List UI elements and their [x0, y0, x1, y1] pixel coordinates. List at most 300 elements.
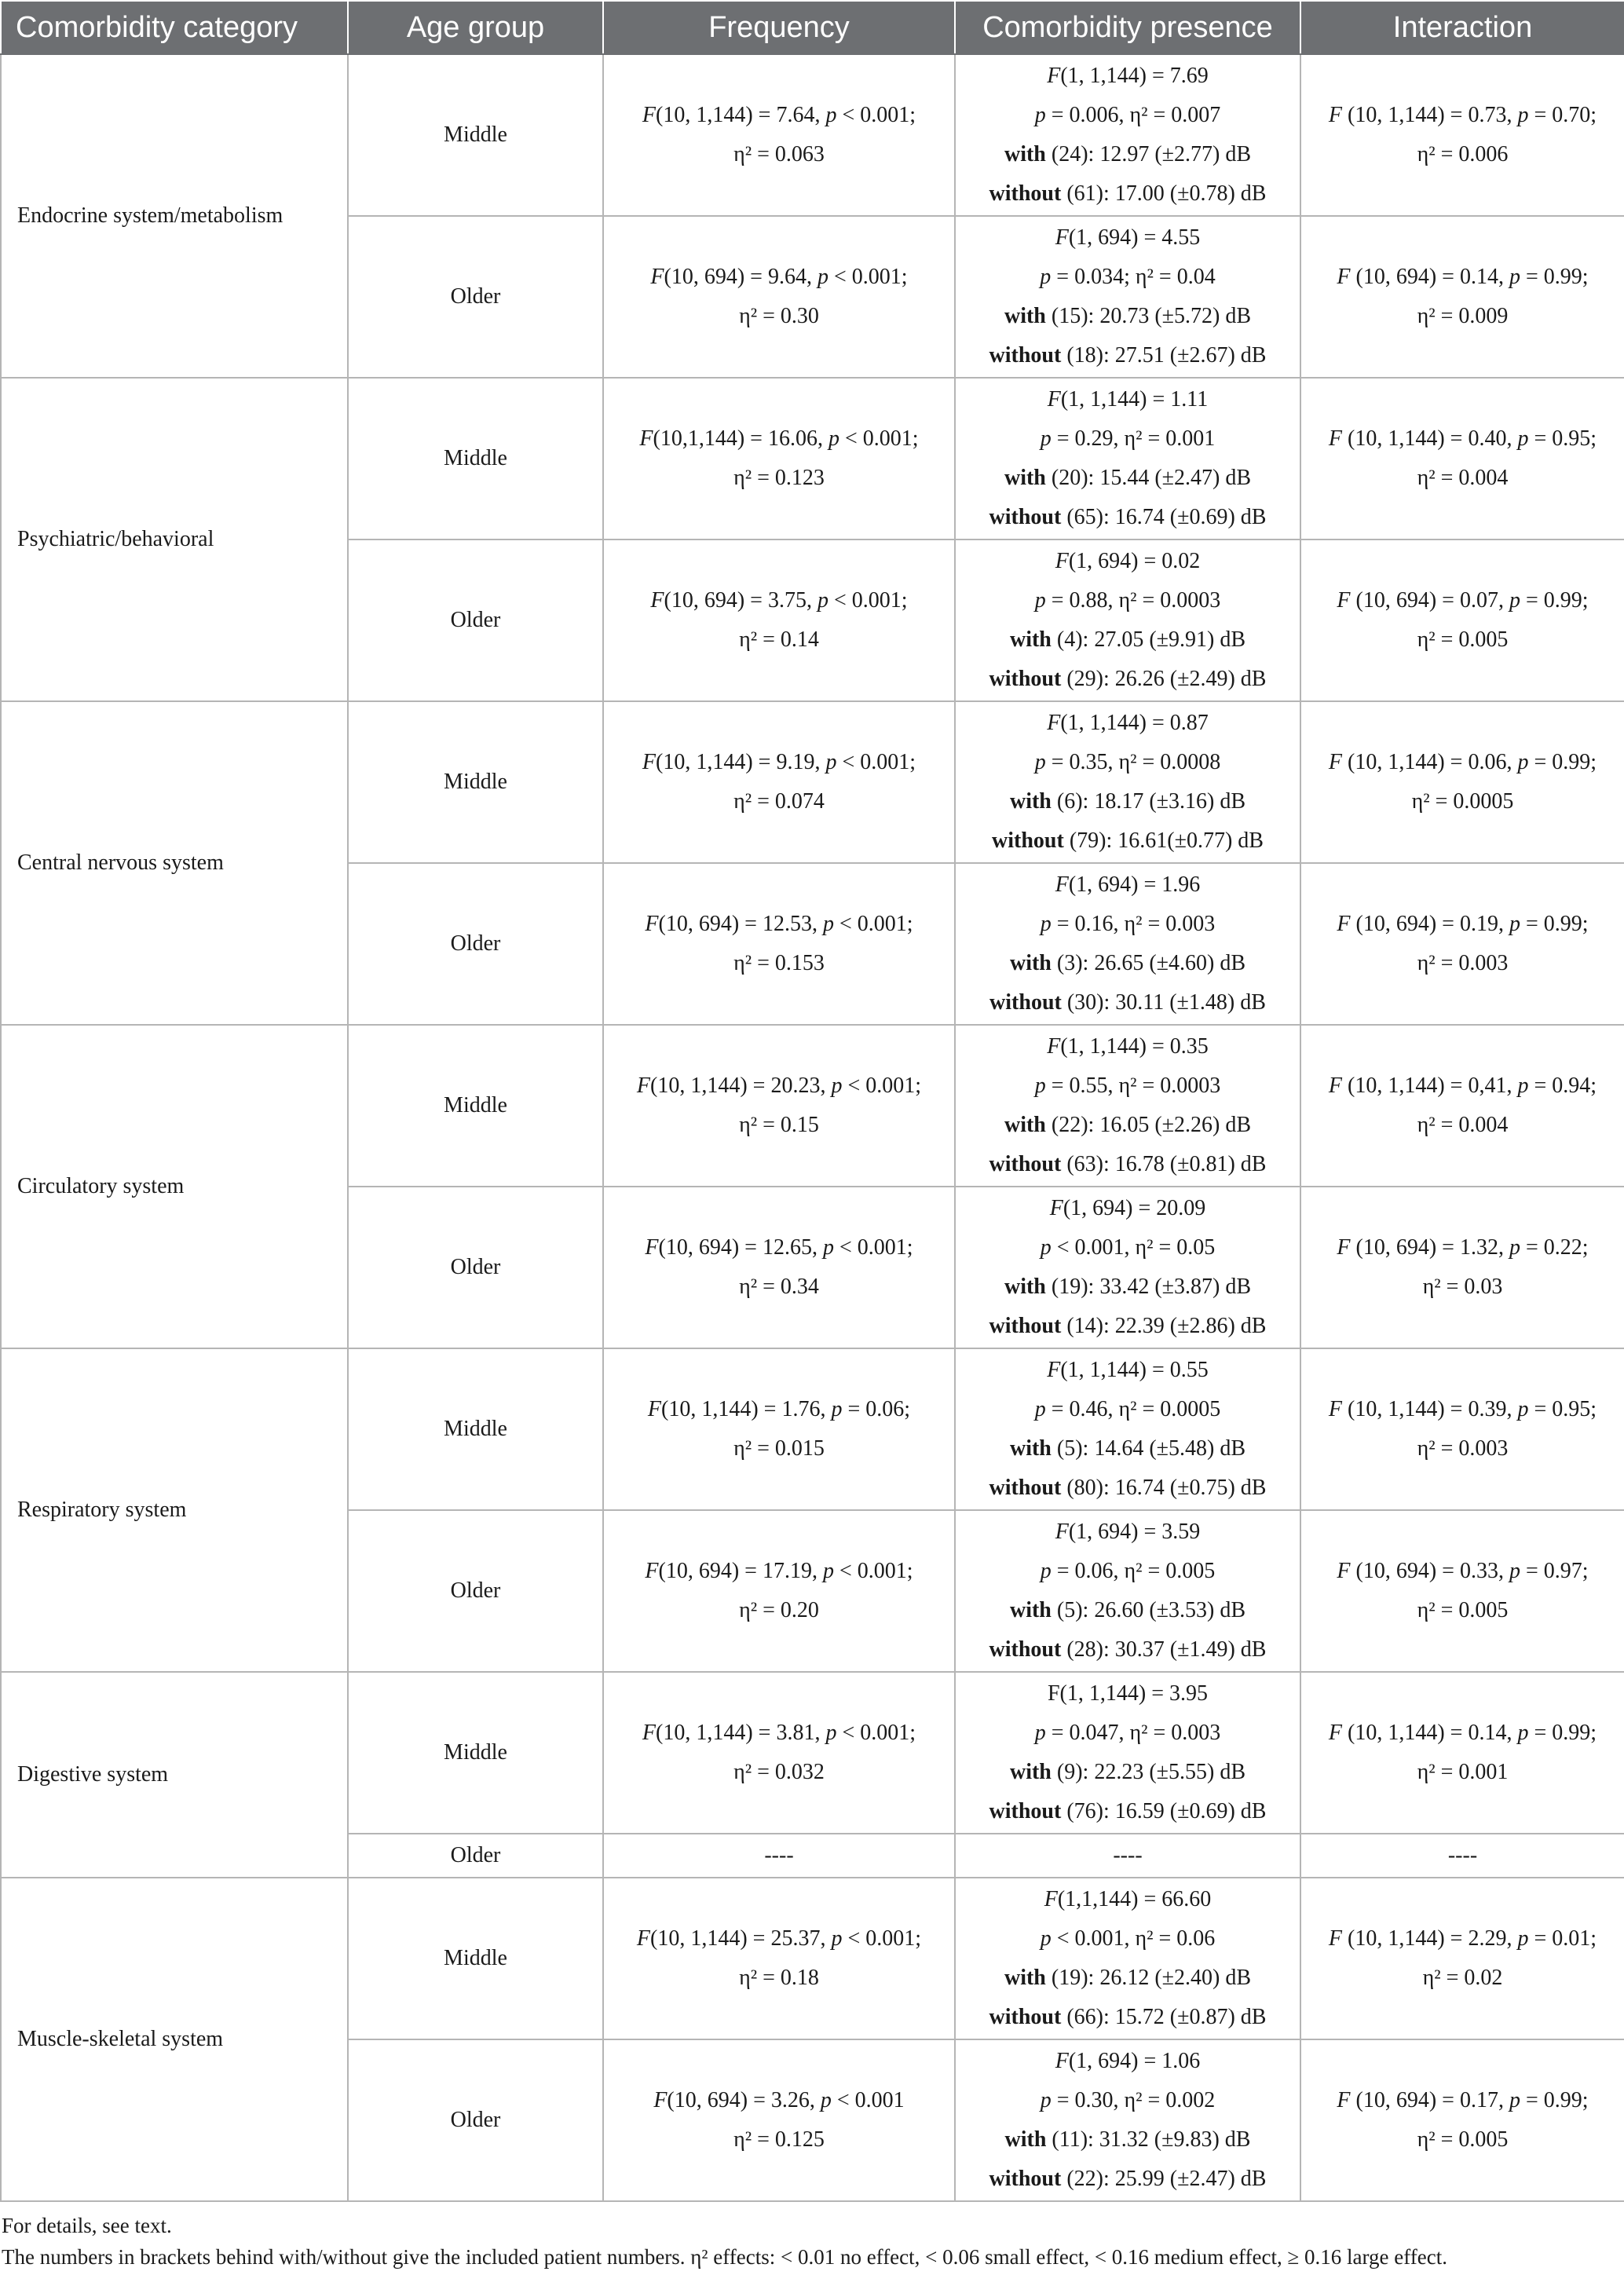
- freq-text: F: [642, 103, 657, 127]
- table-row: [1, 1878, 1624, 2039]
- inter-text: η² = 0.009: [1417, 304, 1509, 328]
- pres-cell: [955, 216, 1300, 378]
- pres-text: without: [989, 990, 1062, 1015]
- freq-text: F: [647, 1397, 662, 1421]
- freq-text: η² = 0.125: [733, 2127, 825, 2152]
- inter-line: [1306, 1106, 1619, 1145]
- inter-cell: [1300, 1025, 1624, 1187]
- pres-text: (61): 17.00 (±0.78) dB: [1061, 181, 1267, 206]
- freq-line: [609, 1753, 949, 1792]
- header-comorbidity-category: Comorbidity category: [1, 1, 348, 54]
- pres-text: F: [1055, 1520, 1069, 1544]
- inter-text: (10, 1,144) = 2.29,: [1342, 1926, 1518, 1951]
- pres-text: p: [1040, 912, 1052, 936]
- inter-text: η² = 0.0005: [1411, 789, 1514, 814]
- pres-line: [960, 258, 1295, 297]
- freq-text: p: [822, 912, 834, 936]
- pres-text: < 0.001, η² = 0.05: [1051, 1235, 1216, 1260]
- pres-text: with: [1004, 1113, 1046, 1137]
- pres-line: [960, 1027, 1295, 1066]
- freq-line: [609, 620, 949, 660]
- inter-text: η² = 0.004: [1417, 1113, 1509, 1137]
- freq-text: (10, 694) = 17.19,: [658, 1559, 823, 1583]
- freq-line: [609, 1959, 949, 1998]
- freq-text: η² = 0.14: [739, 627, 819, 652]
- age-group-cell: Older: [348, 1834, 603, 1878]
- freq-line: [609, 1267, 949, 1307]
- inter-line: [1306, 1552, 1619, 1591]
- inter-text: F: [1337, 912, 1351, 936]
- pres-text: F: [1047, 387, 1061, 411]
- pres-text: F: [1055, 549, 1069, 573]
- freq-text: p: [831, 1397, 843, 1421]
- inter-line: [1306, 1591, 1619, 1630]
- freq-line: [609, 1591, 949, 1630]
- inter-text: = 0.22;: [1520, 1235, 1589, 1260]
- pres-text: (22): 16.05 (±2.26) dB: [1045, 1113, 1252, 1137]
- inter-line: [1306, 419, 1619, 459]
- pres-text: with: [1009, 1760, 1052, 1784]
- inter-text: (10, 694) = 1.32,: [1350, 1235, 1509, 1260]
- freq-text: p: [817, 265, 828, 289]
- inter-line: [1306, 905, 1619, 944]
- freq-line: [609, 944, 949, 983]
- freq-text: < 0.001;: [836, 1721, 916, 1745]
- pres-text: = 0.88, η² = 0.0003: [1045, 588, 1221, 613]
- inter-cell: [1300, 1878, 1624, 2039]
- freq-line: [609, 96, 949, 135]
- pres-text: with: [1004, 304, 1046, 328]
- inter-text: (10, 694) = 0.14,: [1350, 265, 1509, 289]
- table-row: [1, 1348, 1624, 1510]
- freq-line: [609, 135, 949, 174]
- freq-cell: [603, 863, 955, 1025]
- inter-cell: [1300, 1187, 1624, 1348]
- pres-line: [960, 865, 1295, 905]
- header-age-group: Age group: [348, 1, 603, 54]
- pres-line: [960, 1998, 1295, 2037]
- freq-text: (10, 694) = 12.53,: [658, 912, 823, 936]
- pres-line: [960, 1630, 1295, 1670]
- pres-text: (5): 26.60 (±3.53) dB: [1051, 1598, 1246, 1622]
- pres-text: (1, 1,144) = 7.69: [1060, 64, 1209, 88]
- inter-text: p: [1509, 912, 1520, 936]
- pres-text: p: [1040, 2088, 1052, 2112]
- pres-text: F(1, 1,144) = 3.95: [1047, 1681, 1208, 1706]
- pres-line: [960, 2120, 1295, 2160]
- freq-text: (10, 1,144) = 7.64,: [656, 103, 826, 127]
- pres-line: [960, 1189, 1295, 1228]
- inter-line: [1306, 1228, 1619, 1267]
- age-group-cell: Middle: [348, 1025, 603, 1187]
- pres-text: (28): 30.37 (±1.49) dB: [1061, 1637, 1267, 1662]
- pres-text: F: [1055, 2049, 1069, 2073]
- header-comorbidity-presence: Comorbidity presence: [955, 1, 1300, 54]
- inter-text: = 0.99;: [1520, 2088, 1589, 2112]
- freq-cell: [603, 1510, 955, 1672]
- pres-line: [960, 1469, 1295, 1508]
- pres-text: (79): 16.61(±0.77) dB: [1063, 828, 1264, 853]
- freq-text: (10, 694) = 3.75,: [664, 588, 817, 613]
- pres-text: (1, 1,144) = 0.35: [1060, 1034, 1209, 1059]
- freq-text: (10,1,144) = 16.06,: [653, 426, 828, 451]
- inter-text: p: [1509, 1559, 1520, 1583]
- inter-text: = 0.99;: [1520, 265, 1589, 289]
- inter-text: F: [1337, 265, 1351, 289]
- inter-cell: [1300, 1834, 1624, 1878]
- freq-text: (10, 1,144) = 1.76,: [661, 1397, 832, 1421]
- inter-cell: [1300, 1672, 1624, 1834]
- pres-text: F: [1047, 64, 1061, 88]
- pres-line: [960, 1351, 1295, 1390]
- inter-text: η² = 0.03: [1422, 1275, 1503, 1299]
- age-group-cell: Middle: [348, 1672, 603, 1834]
- freq-text: < 0.001;: [828, 588, 908, 613]
- pres-text: without: [989, 1152, 1062, 1176]
- pres-text: with: [1009, 627, 1052, 652]
- pres-text: = 0.06, η² = 0.005: [1051, 1559, 1216, 1583]
- pres-text: p: [1040, 1235, 1052, 1260]
- pres-text: < 0.001, η² = 0.06: [1051, 1926, 1216, 1951]
- age-group-cell: Middle: [348, 1348, 603, 1510]
- inter-cell: [1300, 1348, 1624, 1510]
- pres-text: (5): 14.64 (±5.48) dB: [1051, 1436, 1246, 1461]
- age-group-cell: Older: [348, 539, 603, 701]
- freq-line: [609, 258, 949, 297]
- inter-text: (10, 1,144) = 0.06,: [1342, 750, 1518, 774]
- pres-cell: [955, 1878, 1300, 2039]
- pres-text: = 0.29, η² = 0.001: [1051, 426, 1216, 451]
- pres-text: p: [1034, 588, 1046, 613]
- pres-text: (24): 12.97 (±2.77) dB: [1045, 142, 1252, 166]
- age-group-cell: Middle: [348, 1878, 603, 2039]
- freq-text: η² = 0.15: [739, 1113, 819, 1137]
- header-interaction: Interaction: [1300, 1, 1624, 54]
- pres-line: [960, 1390, 1295, 1429]
- pres-cell: [955, 378, 1300, 539]
- freq-line: [609, 1919, 949, 1959]
- inter-line: [1306, 2081, 1619, 2120]
- pres-text: with: [1009, 1598, 1052, 1622]
- pres-text: without: [989, 2167, 1062, 2191]
- inter-text: η² = 0.003: [1417, 951, 1509, 975]
- pres-text: (19): 33.42 (±3.87) dB: [1045, 1275, 1252, 1299]
- pres-line: [960, 660, 1295, 699]
- table-body: [1, 54, 1624, 2201]
- age-group-cell: Middle: [348, 54, 603, 216]
- inter-text: = 0.99;: [1528, 750, 1597, 774]
- pres-text: (20): 15.44 (±2.47) dB: [1045, 466, 1252, 490]
- freq-line: [609, 1228, 949, 1267]
- pres-text: = 0.35, η² = 0.0008: [1045, 750, 1221, 774]
- pres-line: [960, 1307, 1295, 1346]
- inter-line: [1306, 782, 1619, 821]
- freq-text: F: [639, 426, 653, 451]
- freq-text: η² = 0.153: [733, 951, 825, 975]
- freq-text: < 0.001;: [828, 265, 908, 289]
- freq-text: F: [636, 1926, 651, 1951]
- inter-line: [1306, 2120, 1619, 2160]
- inter-line: [1306, 1836, 1619, 1875]
- freq-text: (10, 694) = 3.26,: [667, 2088, 821, 2112]
- pres-text: = 0.16, η² = 0.003: [1051, 912, 1216, 936]
- inter-line: [1306, 459, 1619, 498]
- inter-text: p: [1517, 1926, 1529, 1951]
- pres-line: [960, 782, 1295, 821]
- age-group-cell: Middle: [348, 378, 603, 539]
- pres-text: with: [1004, 1275, 1046, 1299]
- pres-text: (66): 15.72 (±0.87) dB: [1061, 2005, 1267, 2029]
- freq-text: F: [642, 750, 657, 774]
- comorbidity-category-cell: Circulatory system: [1, 1025, 348, 1348]
- inter-cell: [1300, 701, 1624, 863]
- freq-cell: [603, 216, 955, 378]
- inter-text: ----: [1447, 1843, 1478, 1867]
- freq-cell: [603, 1878, 955, 2039]
- freq-line: [609, 581, 949, 620]
- pres-text: (19): 26.12 (±2.40) dB: [1045, 1966, 1252, 1990]
- age-group-cell: Older: [348, 2039, 603, 2201]
- pres-text: (1, 694) = 0.02: [1068, 549, 1201, 573]
- freq-text: p: [817, 588, 828, 613]
- pres-text: without: [989, 2005, 1062, 2029]
- inter-line: [1306, 1066, 1619, 1106]
- pres-line: [960, 57, 1295, 96]
- freq-text: F: [636, 1073, 651, 1098]
- freq-line: [609, 1714, 949, 1753]
- pres-text: = 0.30, η² = 0.002: [1051, 2088, 1216, 2112]
- pres-line: [960, 1792, 1295, 1831]
- inter-text: F: [1337, 588, 1351, 613]
- freq-text: η² = 0.032: [733, 1760, 825, 1784]
- inter-line: [1306, 581, 1619, 620]
- freq-cell: [603, 1187, 955, 1348]
- inter-text: (10, 694) = 0.33,: [1350, 1559, 1509, 1583]
- pres-line: [960, 983, 1295, 1022]
- inter-text: η² = 0.02: [1422, 1966, 1503, 1990]
- header-frequency: Frequency: [603, 1, 955, 54]
- freq-text: η² = 0.20: [739, 1598, 819, 1622]
- pres-text: (1, 694) = 1.96: [1068, 872, 1201, 897]
- freq-text: η² = 0.063: [733, 142, 825, 166]
- pres-line: [960, 1429, 1295, 1469]
- freq-line: [609, 297, 949, 336]
- freq-line: [609, 459, 949, 498]
- pres-cell: [955, 54, 1300, 216]
- inter-text: η² = 0.005: [1417, 627, 1509, 652]
- freq-text: p: [831, 1073, 843, 1098]
- freq-text: p: [822, 1235, 834, 1260]
- inter-cell: [1300, 216, 1624, 378]
- inter-text: (10, 1,144) = 0.39,: [1342, 1397, 1518, 1421]
- freq-line: [609, 1552, 949, 1591]
- pres-line: [960, 2160, 1295, 2199]
- pres-cell: [955, 1510, 1300, 1672]
- freq-text: (10, 1,144) = 3.81,: [656, 1721, 826, 1745]
- pres-line: [960, 1880, 1295, 1919]
- pres-text: (15): 20.73 (±5.72) dB: [1045, 304, 1252, 328]
- freq-line: [609, 782, 949, 821]
- freq-text: η² = 0.074: [733, 789, 825, 814]
- pres-line: [960, 1145, 1295, 1184]
- pres-text: without: [989, 1476, 1062, 1500]
- pres-line: [960, 174, 1295, 214]
- inter-line: [1306, 944, 1619, 983]
- pres-line: [960, 459, 1295, 498]
- pres-line: [960, 1836, 1295, 1875]
- pres-line: [960, 620, 1295, 660]
- pres-text: p: [1034, 1073, 1046, 1098]
- freq-line: [609, 1390, 949, 1429]
- freq-text: < 0.001;: [833, 912, 913, 936]
- pres-line: [960, 1512, 1295, 1552]
- pres-line: [960, 1106, 1295, 1145]
- pres-text: (14): 22.39 (±2.86) dB: [1061, 1314, 1267, 1338]
- pres-text: without: [989, 1799, 1062, 1823]
- pres-text: p: [1040, 1559, 1052, 1583]
- inter-text: = 0.01;: [1528, 1926, 1597, 1951]
- pres-text: = 0.034; η² = 0.04: [1051, 265, 1216, 289]
- freq-text: F: [645, 1235, 659, 1260]
- freq-text: η² = 0.18: [739, 1966, 819, 1990]
- pres-text: ----: [1113, 1843, 1143, 1867]
- inter-text: p: [1509, 265, 1520, 289]
- pres-line: [960, 2042, 1295, 2081]
- age-group-cell: Older: [348, 1510, 603, 1672]
- freq-text: η² = 0.30: [739, 304, 819, 328]
- inter-text: = 0.95;: [1528, 426, 1597, 451]
- inter-text: (10, 694) = 0.07,: [1350, 588, 1509, 613]
- pres-line: [960, 581, 1295, 620]
- pres-line: [960, 2081, 1295, 2120]
- freq-text: < 0.001;: [839, 426, 919, 451]
- freq-text: (10, 1,144) = 25.37,: [650, 1926, 832, 1951]
- inter-line: [1306, 1959, 1619, 1998]
- pres-line: [960, 905, 1295, 944]
- freq-text: = 0.06;: [842, 1397, 911, 1421]
- freq-line: [609, 1429, 949, 1469]
- inter-cell: [1300, 1510, 1624, 1672]
- footnote-legend: The numbers in brackets behind with/without give the included patient numbers. η² effects: < 0.01 no effect, < 0.06 small effect, < 0.16 medium effect, ≥ 0.16 large effect.: [2, 2245, 1447, 2269]
- freq-cell: [603, 2039, 955, 2201]
- table-row: [1, 54, 1624, 216]
- inter-text: = 0.70;: [1528, 103, 1597, 127]
- inter-line: [1306, 620, 1619, 660]
- freq-text: η² = 0.34: [739, 1275, 819, 1299]
- pres-line: [960, 1228, 1295, 1267]
- pres-cell: [955, 2039, 1300, 2201]
- inter-text: p: [1509, 2088, 1520, 2112]
- inter-text: F: [1328, 103, 1343, 127]
- freq-text: < 0.001;: [833, 1235, 913, 1260]
- pres-text: p: [1034, 1721, 1046, 1745]
- pres-line: [960, 336, 1295, 375]
- pres-text: (1, 1,144) = 0.87: [1060, 711, 1209, 735]
- inter-line: [1306, 743, 1619, 782]
- pres-line: [960, 419, 1295, 459]
- pres-text: (1, 694) = 4.55: [1068, 225, 1201, 250]
- pres-text: (1, 694) = 1.06: [1068, 2049, 1201, 2073]
- freq-text: < 0.001;: [836, 750, 916, 774]
- inter-text: = 0.99;: [1520, 588, 1589, 613]
- freq-text: F: [650, 265, 664, 289]
- inter-line: [1306, 1753, 1619, 1792]
- freq-line: [609, 743, 949, 782]
- inter-text: η² = 0.006: [1417, 142, 1509, 166]
- comorbidity-category-cell: Central nervous system: [1, 701, 348, 1025]
- inter-text: η² = 0.005: [1417, 2127, 1509, 2152]
- freq-text: < 0.001;: [836, 103, 916, 127]
- inter-text: p: [1509, 1235, 1520, 1260]
- pres-text: F: [1055, 225, 1069, 250]
- pres-cell: [955, 1025, 1300, 1187]
- pres-text: p: [1040, 265, 1052, 289]
- freq-cell: [603, 701, 955, 863]
- freq-line: [609, 2120, 949, 2160]
- pres-text: (18): 27.51 (±2.67) dB: [1061, 343, 1267, 368]
- freq-text: F: [645, 912, 659, 936]
- freq-text: < 0.001;: [833, 1559, 913, 1583]
- inter-line: [1306, 1919, 1619, 1959]
- pres-line: [960, 96, 1295, 135]
- pres-text: (6): 18.17 (±3.16) dB: [1051, 789, 1246, 814]
- inter-text: p: [1517, 426, 1529, 451]
- pres-text: without: [989, 343, 1062, 368]
- inter-text: = 0.97;: [1520, 1559, 1589, 1583]
- pres-text: with: [1009, 789, 1052, 814]
- inter-line: [1306, 1714, 1619, 1753]
- inter-text: F: [1337, 2088, 1351, 2112]
- pres-text: without: [989, 1637, 1062, 1662]
- freq-text: < 0.001;: [842, 1073, 922, 1098]
- inter-text: F: [1337, 1235, 1351, 1260]
- inter-text: F: [1328, 1721, 1343, 1745]
- pres-text: (4): 27.05 (±9.91) dB: [1051, 627, 1246, 652]
- inter-text: p: [1509, 588, 1520, 613]
- pres-text: = 0.55, η² = 0.0003: [1045, 1073, 1221, 1098]
- pres-text: without: [992, 828, 1064, 853]
- pres-text: (9): 22.23 (±5.55) dB: [1051, 1760, 1246, 1784]
- inter-cell: [1300, 378, 1624, 539]
- pres-text: (1, 1,144) = 1.11: [1060, 387, 1209, 411]
- pres-text: p: [1034, 1397, 1046, 1421]
- inter-text: p: [1517, 1721, 1529, 1745]
- pres-text: without: [989, 505, 1062, 529]
- age-group-cell: Older: [348, 216, 603, 378]
- pres-text: with: [1009, 1436, 1052, 1461]
- pres-text: with: [1004, 466, 1046, 490]
- freq-text: F: [645, 1559, 659, 1583]
- pres-line: [960, 944, 1295, 983]
- pres-cell: [955, 863, 1300, 1025]
- freq-line: [609, 905, 949, 944]
- freq-text: p: [825, 103, 837, 127]
- inter-text: F: [1328, 1073, 1343, 1098]
- inter-text: p: [1517, 1073, 1529, 1098]
- pres-cell: [955, 1348, 1300, 1510]
- pres-line: [960, 1552, 1295, 1591]
- pres-text: F: [1055, 872, 1069, 897]
- pres-text: F: [1047, 711, 1061, 735]
- pres-text: F: [1047, 1358, 1061, 1382]
- pres-text: (11): 31.32 (±9.83) dB: [1046, 2127, 1251, 2152]
- pres-line: [960, 704, 1295, 743]
- table-row: [1, 1025, 1624, 1187]
- pres-line: [960, 1714, 1295, 1753]
- inter-cell: [1300, 863, 1624, 1025]
- freq-text: p: [822, 1559, 834, 1583]
- pres-text: p: [1034, 750, 1046, 774]
